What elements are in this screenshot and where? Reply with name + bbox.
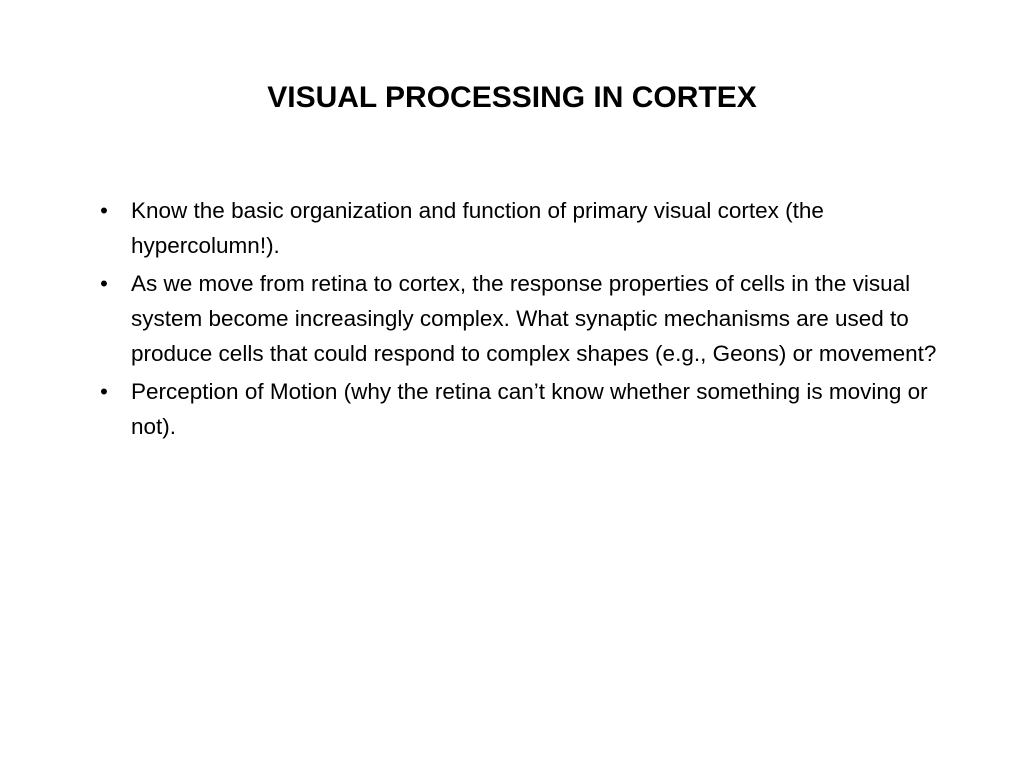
bullet-text: Perception of Motion (why the retina can’t know whether something is moving or not).: [131, 379, 928, 439]
bullet-list: [94, 193, 964, 447]
slide-title: VISUAL PROCESSING IN CORTEX: [267, 81, 757, 114]
bullet-dot-icon: •: [100, 379, 108, 404]
bullet-text: As we move from retina to cortex, the response properties of cells in the visual system become increasingly complex. What synaptic mechanisms are used to produce cells that could respond to complex shapes (e.g., Geons) or movement?: [131, 271, 937, 366]
bullet-item-organization: [94, 193, 964, 263]
bullet-item-response-properties: [94, 266, 964, 371]
bullet-dot-icon: •: [100, 198, 108, 223]
bullet-dot-icon: •: [100, 271, 108, 296]
bullet-text: Know the basic organization and function of primary visual cortex (the hypercolumn!).: [131, 198, 824, 258]
bullet-item-motion-perception: [94, 374, 964, 444]
